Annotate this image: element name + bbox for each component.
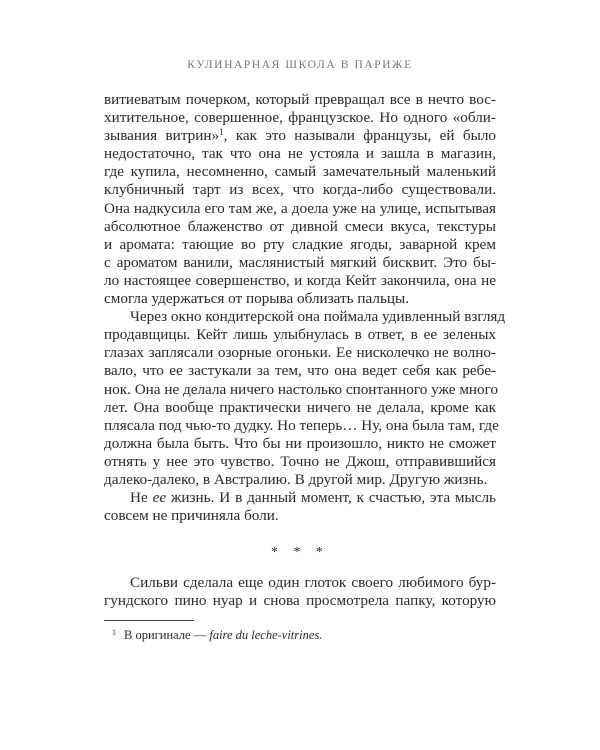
text-line: Она надкусила его там же, а доела уже на улице, испытывая bbox=[104, 199, 496, 217]
text-line: нок. Она не делала ничего настолько спонтанного уже много bbox=[104, 380, 499, 398]
text-line: витиеватым почерком, который превращал все в нечто вос- bbox=[104, 91, 496, 108]
text-line: недостаточно, так что она не устояла и зашла в магазин, bbox=[104, 145, 496, 163]
text-line: глазах заплясали озорные огоньки. Ее нисколечко не волно- bbox=[104, 344, 496, 362]
text-line: должна была быть. Что бы ни произошло, никто не сможет bbox=[104, 434, 496, 452]
text-line: гундского пино нуар и снова просмотрела папку, которую bbox=[104, 592, 496, 610]
section-break: * * * bbox=[271, 545, 329, 560]
text-line: продавщицы. Кейт лишь улыбнулась в ответ, в ее зеленых bbox=[104, 326, 496, 344]
text-line: клубничный тарт из всех, что когда-либо существовали. bbox=[104, 181, 496, 199]
emphasis: ее bbox=[152, 489, 167, 507]
text-line: ло настоящее совершенство, и когда Кейт закончила, она не bbox=[104, 271, 496, 289]
text-line: отнять у нее это чувство. Точно не Джош, отправившийся bbox=[104, 452, 496, 470]
text-line: с ароматом ванили, маслянистый мягкий бисквит. Это бы- bbox=[104, 253, 496, 271]
text-line: где купила, несомненно, самый замечательный маленький bbox=[104, 163, 496, 181]
footnote-italic: faire du leche-vitrines. bbox=[209, 628, 323, 642]
footnote-divider bbox=[104, 620, 194, 621]
text-segment: жизнь. И в данный момент, к счастью, эта мысль bbox=[166, 489, 496, 507]
footnote-mark: 1 bbox=[112, 628, 116, 637]
body-text-continued bbox=[104, 574, 496, 610]
body-text bbox=[104, 91, 506, 525]
footnote bbox=[112, 628, 322, 643]
running-header: КУЛИНАРНАЯ ШКОЛА В ПАРИЖЕ bbox=[187, 59, 413, 71]
text-line: Сильви сделала еще один глоток своего любимого бур- bbox=[130, 574, 496, 591]
text-line bbox=[104, 489, 496, 507]
text-line: лет. Она вообще практически ничего не делала, кроме как bbox=[104, 398, 496, 416]
text-segment: зывания витрин» bbox=[104, 127, 220, 145]
text-line: Через окно кондитерской она поймала удивленный взгляд bbox=[130, 308, 506, 326]
text-line: плясала под чью-то дудку. Но теперь… Ну, она была там, где bbox=[104, 416, 499, 434]
text-segment: Не bbox=[130, 489, 153, 507]
text-segment: , как это называли французы, ей было bbox=[223, 127, 496, 145]
text-line: хитительное, совершенное, французское. Но одного «обли- bbox=[104, 109, 496, 127]
text-line: далеко-далеко, в Австралию. В другой мир. Другую жизнь. bbox=[104, 470, 488, 488]
text-line bbox=[104, 127, 496, 145]
text-line: абсолютное блаженство от дивной смеси вкуса, текстуры bbox=[104, 217, 496, 235]
text-line: смогла удержаться от порыва облизать пальцы. bbox=[104, 290, 409, 308]
footnote-text: В оригинале — bbox=[124, 628, 210, 642]
footnote-reference[interactable]: 1 bbox=[219, 127, 224, 138]
text-line: и аромата: тающие во рту сладкие ягоды, заварной крем bbox=[104, 235, 496, 253]
text-line: вало, что ее застукали за тем, что она ведет себя как ребе- bbox=[104, 362, 496, 380]
text-line: совсем не причиняла боли. bbox=[104, 507, 279, 525]
